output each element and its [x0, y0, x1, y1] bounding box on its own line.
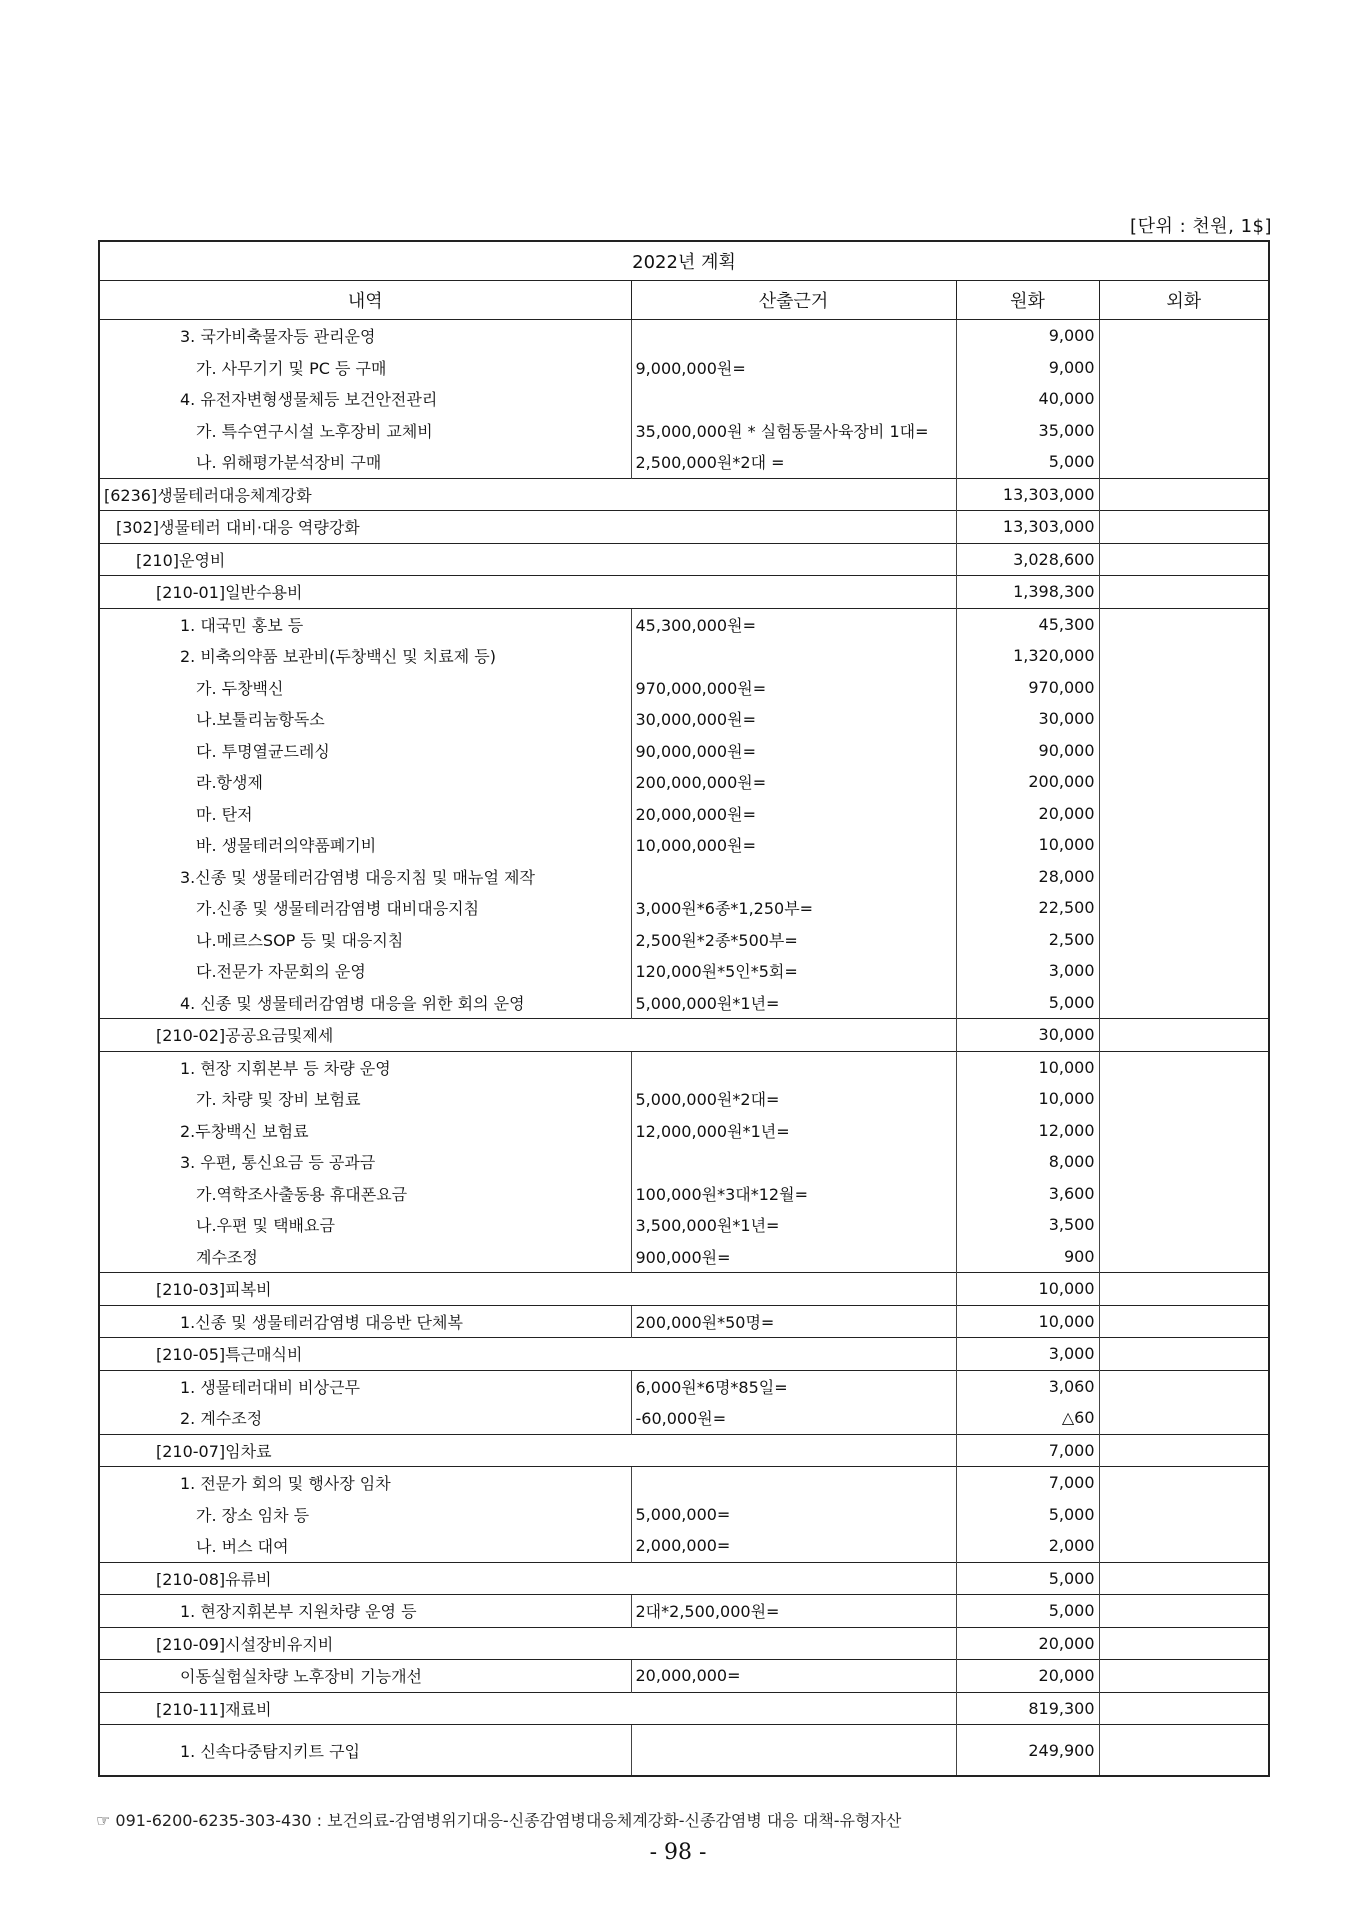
- table-row: [99, 1692, 1269, 1725]
- row-fx: [1099, 703, 1269, 735]
- row-krw: 2,000: [956, 1530, 1099, 1562]
- row-basis: 3,500,000원*1년=: [631, 1209, 956, 1241]
- table-row: [99, 1241, 1269, 1273]
- page-number: - 98 -: [649, 1840, 707, 1865]
- row-fx: [1099, 1725, 1269, 1777]
- row-item: 1. 전문가 회의 및 행사장 임차: [99, 1467, 631, 1499]
- row-item: [302]생물테러 대비·대응 역량강화: [99, 511, 956, 544]
- plan-title: 2022년 계획: [99, 241, 1269, 281]
- row-basis: [631, 383, 956, 415]
- row-item: 가. 특수연구시설 노후장비 교체비: [196, 421, 433, 441]
- row-krw: 7,000: [956, 1467, 1099, 1499]
- table-row: [99, 1402, 1269, 1434]
- row-fx: [1099, 1627, 1269, 1660]
- row-item: 계수조정: [196, 1247, 258, 1267]
- row-fx: [1099, 955, 1269, 987]
- table-row: [99, 703, 1269, 735]
- row-krw: 3,000: [956, 1338, 1099, 1371]
- table-row: [99, 1305, 1269, 1338]
- row-fx: [1099, 383, 1269, 415]
- row-item: [6236]생물테러대응체계강화: [99, 478, 956, 511]
- table-row: [99, 1019, 1269, 1052]
- row-item: 3. 우편, 통신요금 등 공과금: [180, 1153, 376, 1173]
- table-row: [99, 987, 1269, 1019]
- unit-label: [단위 : 천원, 1$]: [1130, 216, 1272, 237]
- row-fx: [1099, 640, 1269, 672]
- row-fx: [1099, 1241, 1269, 1273]
- table-row: [99, 415, 1269, 447]
- row-item: [210-03]피복비: [99, 1273, 956, 1306]
- row-fx: [1099, 924, 1269, 956]
- row-fx: [1099, 1115, 1269, 1147]
- row-item: 바. 생물테러의약품폐기비: [196, 836, 377, 856]
- row-fx: [1099, 766, 1269, 798]
- row-fx: [1099, 1499, 1269, 1531]
- table-row: [99, 1434, 1269, 1467]
- row-krw: 10,000: [956, 1305, 1099, 1338]
- table-row: [99, 1209, 1269, 1241]
- table-row: [99, 1051, 1269, 1083]
- row-krw: 200,000: [956, 766, 1099, 798]
- row-basis: 10,000,000원=: [631, 829, 956, 861]
- row-basis: 35,000,000원 * 실험동물사육장비 1대=: [631, 415, 956, 447]
- table-row: [99, 352, 1269, 384]
- row-basis: 20,000,000=: [631, 1660, 956, 1693]
- row-item: 4. 유전자변형생물체등 보건안전관리: [180, 390, 438, 410]
- row-fx: [1099, 511, 1269, 544]
- row-item: [210-09]시설장비유지비: [99, 1627, 956, 1660]
- row-krw: 12,000: [956, 1115, 1099, 1147]
- row-fx: [1099, 1530, 1269, 1562]
- row-item: 4. 신종 및 생물테러감염병 대응을 위한 회의 운영: [180, 993, 525, 1013]
- row-krw: 3,500: [956, 1209, 1099, 1241]
- row-item: 나.보툴리눔항독소: [196, 710, 325, 730]
- row-item: 나. 버스 대여: [196, 1537, 289, 1557]
- row-krw: 30,000: [956, 1019, 1099, 1052]
- row-item: 1. 대국민 홍보 등: [99, 608, 631, 640]
- row-basis: 30,000,000원=: [631, 703, 956, 735]
- row-item: 라.항생제: [196, 773, 263, 793]
- row-item: [210-07]임차료: [99, 1434, 956, 1467]
- table-row: [99, 892, 1269, 924]
- row-fx: [1099, 1305, 1269, 1338]
- row-krw: 90,000: [956, 735, 1099, 767]
- row-fx: [1099, 1178, 1269, 1210]
- table-row: [99, 829, 1269, 861]
- row-basis: 200,000,000원=: [631, 766, 956, 798]
- row-item: [210]운영비: [99, 543, 956, 576]
- row-basis: [631, 1051, 956, 1083]
- row-fx: [1099, 352, 1269, 384]
- row-item: 2. 계수조정: [180, 1409, 263, 1429]
- row-item: 다. 투명열균드레싱: [196, 741, 330, 761]
- row-krw: 3,000: [956, 955, 1099, 987]
- row-krw: 10,000: [956, 1273, 1099, 1306]
- column-header-basis: 산출근거: [631, 281, 956, 320]
- row-krw: 13,303,000: [956, 511, 1099, 544]
- row-fx: [1099, 415, 1269, 447]
- row-fx: [1099, 1051, 1269, 1083]
- row-krw: 2,500: [956, 924, 1099, 956]
- row-krw: 28,000: [956, 861, 1099, 893]
- row-basis: 45,300,000원=: [631, 608, 956, 640]
- row-basis: 5,000,000원*2대=: [631, 1083, 956, 1115]
- row-krw: 3,060: [956, 1370, 1099, 1402]
- table-row: [99, 543, 1269, 576]
- row-item: [210-02]공공요금및제세: [99, 1019, 956, 1052]
- row-basis: [631, 1725, 956, 1777]
- row-basis: 5,000,000원*1년=: [631, 987, 956, 1019]
- row-item: 2. 비축의약품 보관비(두창백신 및 치료제 등): [180, 647, 496, 667]
- table-row: [99, 672, 1269, 704]
- row-item: 나. 위해평가분석장비 구매: [196, 453, 382, 473]
- row-fx: [1099, 446, 1269, 478]
- row-fx: [1099, 987, 1269, 1019]
- row-krw: 5,000: [956, 1562, 1099, 1595]
- table-row: [99, 511, 1269, 544]
- row-basis: 2,500원*2종*500부=: [631, 924, 956, 956]
- column-header-item: 내역: [99, 281, 631, 320]
- column-header-fx: 외화: [1099, 281, 1269, 320]
- row-item: 이동실험실차량 노후장비 기능개선: [99, 1660, 631, 1693]
- row-basis: 9,000,000원=: [631, 352, 956, 384]
- table-row: [99, 1595, 1269, 1628]
- row-item: 1.신종 및 생물테러감염병 대응반 단체복: [99, 1305, 631, 1338]
- table-row: [99, 1467, 1269, 1499]
- table-row: [99, 735, 1269, 767]
- row-krw: 9,000: [956, 320, 1099, 352]
- row-krw: 8,000: [956, 1146, 1099, 1178]
- row-krw: 970,000: [956, 672, 1099, 704]
- row-basis: 900,000원=: [631, 1241, 956, 1273]
- table-row: [99, 1338, 1269, 1371]
- column-header-krw: 원화: [956, 281, 1099, 320]
- row-krw: 5,000: [956, 1499, 1099, 1531]
- table-row: [99, 1178, 1269, 1210]
- row-basis: 100,000원*3대*12월=: [631, 1178, 956, 1210]
- row-fx: [1099, 1660, 1269, 1693]
- row-krw: 900: [956, 1241, 1099, 1273]
- table-row: [99, 1115, 1269, 1147]
- row-krw: 5,000: [956, 987, 1099, 1019]
- row-fx: [1099, 672, 1269, 704]
- row-fx: [1099, 798, 1269, 830]
- row-krw: 819,300: [956, 1692, 1099, 1725]
- row-basis: [631, 1146, 956, 1178]
- row-basis: 90,000,000원=: [631, 735, 956, 767]
- row-krw: 3,600: [956, 1178, 1099, 1210]
- row-basis: 2,000,000=: [631, 1530, 956, 1562]
- row-basis: 120,000원*5인*5회=: [631, 955, 956, 987]
- row-fx: [1099, 1273, 1269, 1306]
- table-row: [99, 1083, 1269, 1115]
- table-row: [99, 1725, 1269, 1777]
- row-basis: 2,500,000원*2대 =: [631, 446, 956, 478]
- table-row: [99, 1530, 1269, 1562]
- row-krw: 20,000: [956, 798, 1099, 830]
- table-row: [99, 478, 1269, 511]
- row-item: 1. 신속다중탐지키트 구입: [99, 1725, 631, 1777]
- row-basis: 20,000,000원=: [631, 798, 956, 830]
- table-row: [99, 1370, 1269, 1402]
- table-row: [99, 1562, 1269, 1595]
- table-row: [99, 1273, 1269, 1306]
- table-body: [99, 320, 1269, 1777]
- table-row: [99, 924, 1269, 956]
- row-item: 1. 현장지휘본부 지원차량 운영 등: [99, 1595, 631, 1628]
- row-fx: [1099, 1370, 1269, 1402]
- row-item: 다.전문가 자문회의 운영: [196, 962, 366, 982]
- row-item: 나.우편 및 택배요금: [196, 1216, 335, 1236]
- row-fx: [1099, 478, 1269, 511]
- row-item: [210-05]특근매식비: [99, 1338, 956, 1371]
- row-item: 가.신종 및 생물테러감염병 대비대응지침: [196, 899, 480, 919]
- table-row: [99, 955, 1269, 987]
- row-krw: 9,000: [956, 352, 1099, 384]
- row-krw: 5,000: [956, 1595, 1099, 1628]
- table-row: [99, 383, 1269, 415]
- table-row: [99, 1660, 1269, 1693]
- row-krw: 5,000: [956, 446, 1099, 478]
- table-row: [99, 320, 1269, 352]
- row-item: 가. 두창백신: [196, 678, 284, 698]
- budget-code-footnote: ☞ 091-6200-6235-303-430 : 보건의료-감염병위기대응-신종감염병대응체계강화-신종감염병 대응 대책-유형자산: [96, 1811, 902, 1830]
- table-row: [99, 1146, 1269, 1178]
- row-item: 나.메르스SOP 등 및 대응지침: [196, 930, 404, 950]
- row-fx: [1099, 1402, 1269, 1434]
- row-krw: 22,500: [956, 892, 1099, 924]
- row-fx: [1099, 1692, 1269, 1725]
- table-row: [99, 766, 1269, 798]
- row-krw: 7,000: [956, 1434, 1099, 1467]
- row-fx: [1099, 1146, 1269, 1178]
- row-krw: 30,000: [956, 703, 1099, 735]
- row-fx: [1099, 1338, 1269, 1371]
- row-item: 3. 국가비축물자등 관리운영: [180, 327, 376, 347]
- row-krw: 10,000: [956, 829, 1099, 861]
- row-basis: 3,000원*6종*1,250부=: [631, 892, 956, 924]
- row-fx: [1099, 1562, 1269, 1595]
- row-krw: 40,000: [956, 383, 1099, 415]
- row-krw: 35,000: [956, 415, 1099, 447]
- row-item: [210-01]일반수용비: [99, 576, 956, 609]
- row-fx: [1099, 1019, 1269, 1052]
- row-basis: 12,000,000원*1년=: [631, 1115, 956, 1147]
- row-basis: [631, 320, 956, 352]
- row-basis: 2대*2,500,000원=: [631, 1595, 956, 1628]
- row-krw: 3,028,600: [956, 543, 1099, 576]
- row-item: 1. 생물테러대비 비상근무: [99, 1370, 631, 1402]
- row-fx: [1099, 1595, 1269, 1628]
- row-item: 가.역학조사출동용 휴대폰요금: [196, 1184, 408, 1204]
- row-fx: [1099, 1083, 1269, 1115]
- row-basis: 6,000원*6명*85일=: [631, 1370, 956, 1402]
- row-krw: 249,900: [956, 1725, 1099, 1777]
- row-basis: 5,000,000=: [631, 1499, 956, 1531]
- row-fx: [1099, 576, 1269, 609]
- row-basis: [631, 640, 956, 672]
- row-fx: [1099, 829, 1269, 861]
- row-item: 마. 탄저: [196, 804, 253, 824]
- table-row: [99, 576, 1269, 609]
- table-row: [99, 640, 1269, 672]
- row-basis: 970,000,000원=: [631, 672, 956, 704]
- row-fx: [1099, 320, 1269, 352]
- row-basis: [631, 861, 956, 893]
- row-item: [210-11]재료비: [99, 1692, 956, 1725]
- row-basis: 200,000원*50명=: [631, 1305, 956, 1338]
- table-row: [99, 798, 1269, 830]
- row-fx: [1099, 735, 1269, 767]
- table-row: [99, 861, 1269, 893]
- row-item: 가. 차량 및 장비 보험료: [196, 1090, 361, 1110]
- budget-table: [98, 240, 1270, 1777]
- row-krw: 20,000: [956, 1627, 1099, 1660]
- row-krw: 13,303,000: [956, 478, 1099, 511]
- table-row: [99, 608, 1269, 640]
- row-basis: [631, 1467, 956, 1499]
- row-krw: 1,320,000: [956, 640, 1099, 672]
- row-fx: [1099, 1209, 1269, 1241]
- table-row: [99, 1627, 1269, 1660]
- row-krw: 1,398,300: [956, 576, 1099, 609]
- row-item: 가. 사무기기 및 PC 등 구매: [196, 358, 387, 378]
- row-fx: [1099, 861, 1269, 893]
- row-basis: -60,000원=: [631, 1402, 956, 1434]
- row-krw: 45,300: [956, 608, 1099, 640]
- table-row: [99, 1499, 1269, 1531]
- row-krw: 10,000: [956, 1083, 1099, 1115]
- row-fx: [1099, 608, 1269, 640]
- row-item: 2.두창백신 보험료: [180, 1121, 309, 1141]
- row-krw: 20,000: [956, 1660, 1099, 1693]
- row-fx: [1099, 892, 1269, 924]
- row-item: 3.신종 및 생물테러감염병 대응지침 및 매뉴얼 제작: [180, 867, 535, 887]
- table-row: [99, 446, 1269, 478]
- row-item: 1. 현장 지휘본부 등 차량 운영: [99, 1051, 631, 1083]
- row-item: 가. 장소 임차 등: [196, 1505, 310, 1525]
- row-krw: △60: [956, 1402, 1099, 1434]
- row-fx: [1099, 1467, 1269, 1499]
- row-fx: [1099, 543, 1269, 576]
- row-fx: [1099, 1434, 1269, 1467]
- row-krw: 10,000: [956, 1051, 1099, 1083]
- row-item: [210-08]유류비: [99, 1562, 956, 1595]
